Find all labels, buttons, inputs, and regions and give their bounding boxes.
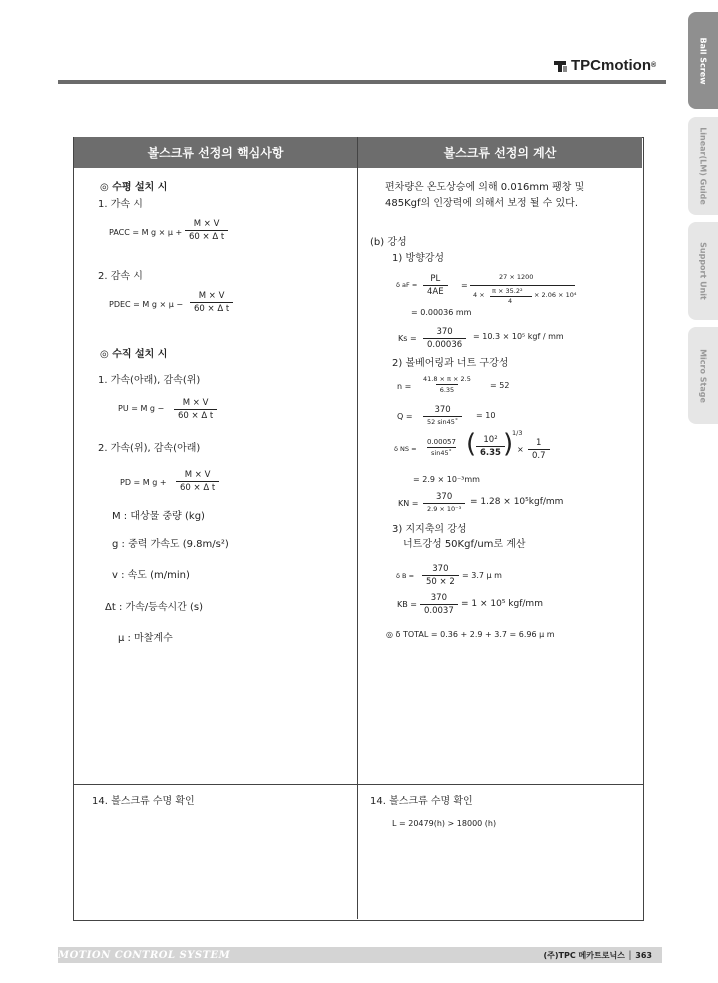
times-sign: × <box>517 445 524 454</box>
kb-denominator: 0.0037 <box>420 604 458 616</box>
pl-numerator: PL <box>430 274 441 284</box>
left-life-heading: 14. 볼스크류 수명 확인 <box>92 796 195 807</box>
inner-four: 4 <box>508 297 513 305</box>
kn-numerator: 370 <box>436 492 453 502</box>
dt-denominator: 60 × Δ t <box>174 409 217 421</box>
q-denominator: 52 sin45˚ <box>423 416 462 426</box>
q-numerator: 370 <box>434 405 451 415</box>
mv-numerator: M × V <box>193 219 220 229</box>
logo-reg: ® <box>651 62 657 69</box>
modulus-expr: × 2.06 × 10⁴ <box>534 291 577 299</box>
n-result: = 52 <box>490 381 510 390</box>
pacc-fraction <box>185 219 228 242</box>
equals-sign: = <box>461 281 468 290</box>
kb-numerator: 370 <box>430 593 447 603</box>
pd-formula: PD = M g + <box>120 478 167 487</box>
total-deflection: ◎ δ TOTAL = 0.36 + 2.9 + 3.7 = 6.96 μ m <box>386 630 555 639</box>
kn-result: = 1.28 × 10⁵kgf/mm <box>470 497 564 507</box>
tab-label: Ball Screw <box>698 36 708 85</box>
inv-numerator: 1 <box>536 438 542 448</box>
mv-numerator: M × V <box>198 291 225 301</box>
sns-numerator: 0.00057 <box>427 438 456 446</box>
kb-fraction <box>420 593 458 616</box>
column-divider <box>357 137 358 919</box>
n-denominator: 6.35 <box>436 384 458 394</box>
ratio-fraction <box>476 435 505 458</box>
decel-label: 2. 감속 시 <box>98 271 143 282</box>
pdec-fraction <box>190 291 233 314</box>
ks-numerator: 370 <box>436 327 453 337</box>
intro-line-2: 485Kgf의 인장력에 의해서 보정 될 수 있다. <box>385 198 579 209</box>
q-result: = 10 <box>476 411 496 420</box>
right-paren: ) <box>503 429 514 459</box>
mv-numerator: M × V <box>184 470 211 480</box>
left-column-header: 볼스크류 선정의 핵심사항 <box>74 137 357 168</box>
long-fraction-bar <box>470 285 575 286</box>
life-result: L = 20479(h) > 18000 (h) <box>392 819 497 828</box>
pl-fraction <box>423 274 448 297</box>
right-column-header: 볼스크류 선정의 계산 <box>358 137 642 168</box>
n-numerator: 41.8 × π × 2.5 <box>423 375 471 383</box>
def-m: M : 대상물 중량 (kg) <box>112 511 205 522</box>
sns-fraction <box>423 438 460 457</box>
horizontal-install-heading: ◎ 수평 설치 시 <box>100 182 168 193</box>
ballnut-stiffness-heading: 2) 볼베어링과 너트 구강성 <box>392 358 509 369</box>
n-fraction <box>419 375 475 394</box>
ks-result: = 10.3 × 10⁵ kgf / mm <box>473 332 564 341</box>
shaft-stiffness-heading: 3) 지지축의 강성 <box>392 524 467 535</box>
numerator-27: 27 × 1200 <box>499 273 534 281</box>
footer-bar <box>58 947 662 963</box>
pd-fraction <box>176 470 219 493</box>
accel-label: 1. 가속 시 <box>98 199 143 210</box>
denominator-4: 4 × <box>473 291 485 299</box>
nut-stiffness-note: 너트강성 50Kgf/um로 계산 <box>403 539 526 550</box>
dt-denominator: 60 × Δ t <box>176 481 219 493</box>
def-g: g : 중력 가속도 (9.8m/s²) <box>112 539 229 550</box>
vertical-case-2: 2. 가속(위), 감속(아래) <box>98 443 201 454</box>
pu-formula: PU = M g − <box>118 404 165 413</box>
q-label: Q = <box>397 412 413 421</box>
inv-fraction <box>528 438 550 461</box>
axial-stiffness-heading: 1) 방향강성 <box>392 253 445 264</box>
tpc-logo-icon <box>552 58 568 74</box>
brand-logo <box>552 57 656 74</box>
sns-result: = 2.9 × 10⁻³mm <box>413 475 480 484</box>
vertical-case-1: 1. 가속(아래), 감속(위) <box>98 375 201 386</box>
sns-label: δ NS = <box>394 445 417 453</box>
logo-text: TPCmotion <box>571 57 651 74</box>
kb-result: = 1 × 10⁵ kgf/mm <box>461 599 543 609</box>
ratio-numerator: 10² <box>483 435 498 445</box>
def-v: v : 속도 (m/min) <box>112 570 190 581</box>
sb-fraction <box>422 564 459 587</box>
ks-fraction <box>423 327 466 350</box>
tab-label: Support Unit <box>698 242 708 300</box>
sb-result: = 3.7 μ m <box>462 571 502 580</box>
saf-result: = 0.00036 mm <box>411 308 472 317</box>
vertical-install-heading: ◎ 수직 설치 시 <box>100 349 168 360</box>
sb-label: δ B = <box>396 572 415 580</box>
kn-label: KN = <box>398 499 419 508</box>
left-paren: ( <box>466 429 477 459</box>
sb-denominator: 50 × 2 <box>422 575 459 587</box>
pacc-formula: PACC = M g × μ + <box>109 228 183 237</box>
tab-ball-screw[interactable] <box>688 12 718 109</box>
tab-label: Linear(LM) Guide <box>698 127 708 205</box>
tab-support-unit[interactable] <box>688 222 718 320</box>
tab-label: Micro Stage <box>698 348 708 403</box>
row-divider <box>73 784 643 785</box>
intro-line-1: 편차량은 온도상승에 의해 0.016mm 팽창 및 <box>385 182 585 193</box>
ks-label: Ks = <box>398 334 417 343</box>
ratio-denominator: 6.35 <box>476 446 505 458</box>
pu-fraction <box>174 398 217 421</box>
pdec-formula: PDEC = M g × μ − <box>109 300 184 309</box>
inv-denominator: 0.7 <box>528 449 550 461</box>
pi-expr: π × 35.2² <box>492 287 523 295</box>
ks-denominator: 0.00036 <box>423 338 466 350</box>
q-fraction <box>423 405 462 426</box>
ae-denominator: 4AE <box>423 285 448 297</box>
cube-root-exponent: 1/3 <box>512 429 523 437</box>
footer-tagline: MOTION CONTROL SYSTEM <box>58 950 231 961</box>
def-mu: μ : 마찰계수 <box>118 633 173 644</box>
dt-denominator: 60 × Δ t <box>190 302 233 314</box>
mv-numerator: M × V <box>182 398 209 408</box>
def-t: Δt : 가속/등속시간 (s) <box>105 602 204 613</box>
right-life-heading: 14. 볼스크류 수명 확인 <box>370 796 473 807</box>
saf-label: δ aF = <box>396 281 418 289</box>
footer-page-info: (주)TPC 메카트로닉스 │ 363 <box>543 951 652 960</box>
kn-fraction <box>423 492 465 513</box>
header-rule <box>58 80 666 84</box>
stiffness-heading: (b) 강성 <box>370 237 407 248</box>
tab-linear-guide[interactable] <box>688 117 718 215</box>
sb-numerator: 370 <box>432 564 449 574</box>
dt-denominator: 60 × Δ t <box>185 230 228 242</box>
kn-denominator: 2.9 × 10⁻³ <box>423 503 465 513</box>
tab-micro-stage[interactable] <box>688 327 718 424</box>
kb-label: KB = <box>397 600 417 609</box>
sns-denominator: sin45˚ <box>427 447 456 457</box>
n-label: n = <box>397 382 412 391</box>
